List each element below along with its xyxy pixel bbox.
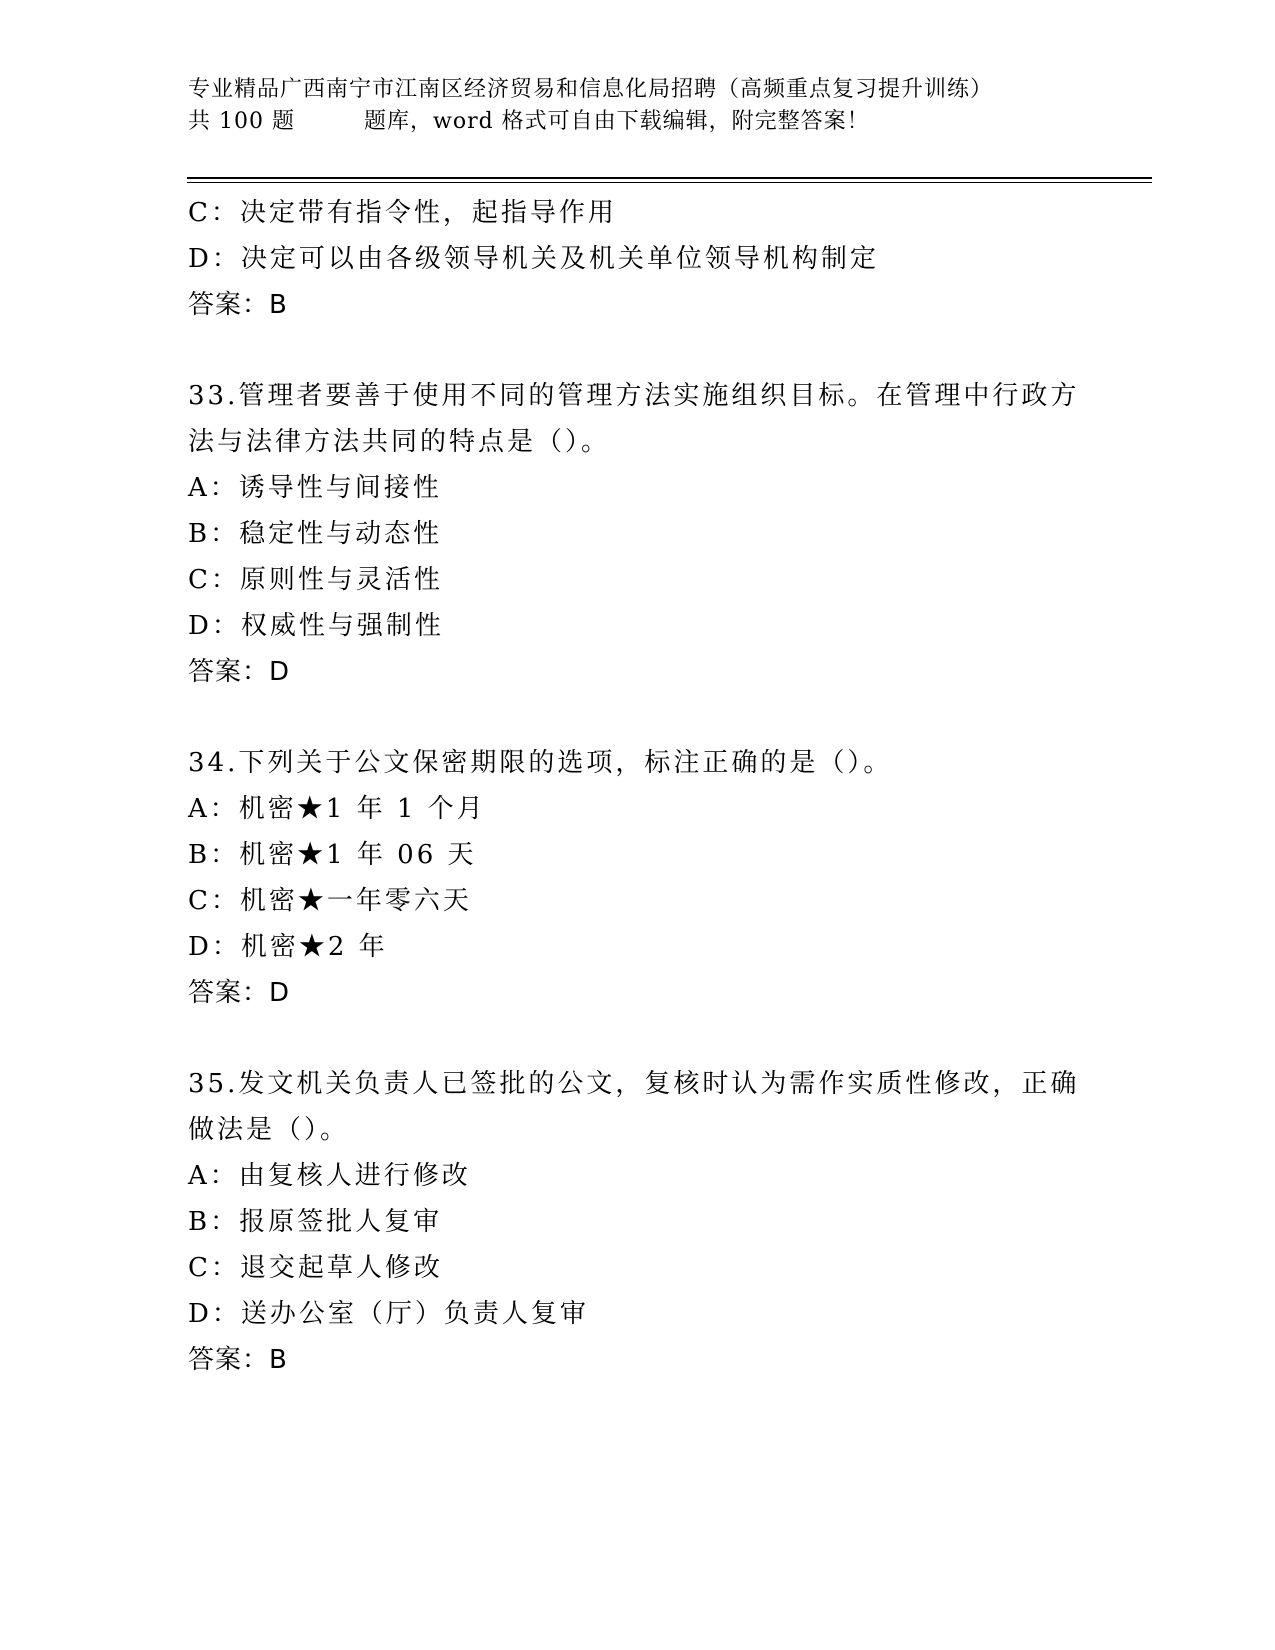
- question-count: 共 100 题: [188, 109, 295, 134]
- option-c: C：原则性与灵活性: [188, 565, 443, 595]
- answer-line: 答案：D: [188, 978, 291, 1008]
- option-c: C：机密★一年零六天: [188, 886, 472, 916]
- option-d: D：机密★2 年: [188, 932, 388, 962]
- question-stem: 法与法律方法共同的特点是（）。: [188, 427, 611, 457]
- question-spacer: [188, 1016, 1088, 1061]
- question-block-35: [188, 1061, 1088, 1383]
- option-b: B：机密★1 年 06 天: [188, 840, 477, 870]
- question-block-34: [188, 740, 1088, 1016]
- answer-line: 答案：D: [188, 657, 291, 687]
- question-list: [188, 190, 1088, 1383]
- option-a: A：机密★1 年 1 个月: [188, 794, 486, 824]
- document-header: [188, 74, 1148, 138]
- header-line-2: [188, 106, 1148, 138]
- header-divider-thick: [187, 177, 1152, 179]
- question-spacer: [188, 328, 1088, 373]
- question-spacer: [188, 695, 1088, 740]
- question-stem: 做法是（）。: [188, 1115, 350, 1145]
- answer-line: 答案：B: [188, 1345, 288, 1375]
- answer-line: 答案：B: [188, 290, 288, 320]
- option-d: D：权威性与强制性: [188, 611, 444, 641]
- document-subtitle: 题库，word 格式可自由下载编辑，附完整答案！: [364, 109, 870, 134]
- option-c: C：决定带有指令性，起指导作用: [188, 198, 617, 228]
- option-b: B：报原签批人复审: [188, 1207, 443, 1237]
- option-c: C：退交起草人修改: [188, 1253, 443, 1283]
- question-stem: 34.下列关于公文保密期限的选项，标注正确的是（）。: [188, 748, 893, 778]
- option-d: D：送办公室（厅）负责人复审: [188, 1299, 589, 1329]
- header-divider-thin: [187, 182, 1152, 183]
- option-a: A：由复核人进行修改: [188, 1161, 471, 1191]
- question-stem: 35.发文机关负责人已签批的公文，复核时认为需作实质性修改，正确: [188, 1069, 1080, 1099]
- question-block-continued: [188, 190, 1088, 328]
- option-a: A：诱导性与间接性: [188, 473, 442, 503]
- question-block-33: [188, 373, 1088, 695]
- document-title: 专业精品广西南宁市江南区经济贸易和信息化局招聘（高频重点复习提升训练）: [188, 77, 994, 102]
- question-stem: 33.管理者要善于使用不同的管理方法实施组织目标。在管理中行政方: [188, 381, 1080, 411]
- option-b: B：稳定性与动态性: [188, 519, 443, 549]
- option-d: D：决定可以由各级领导机关及机关单位领导机构制定: [188, 244, 879, 274]
